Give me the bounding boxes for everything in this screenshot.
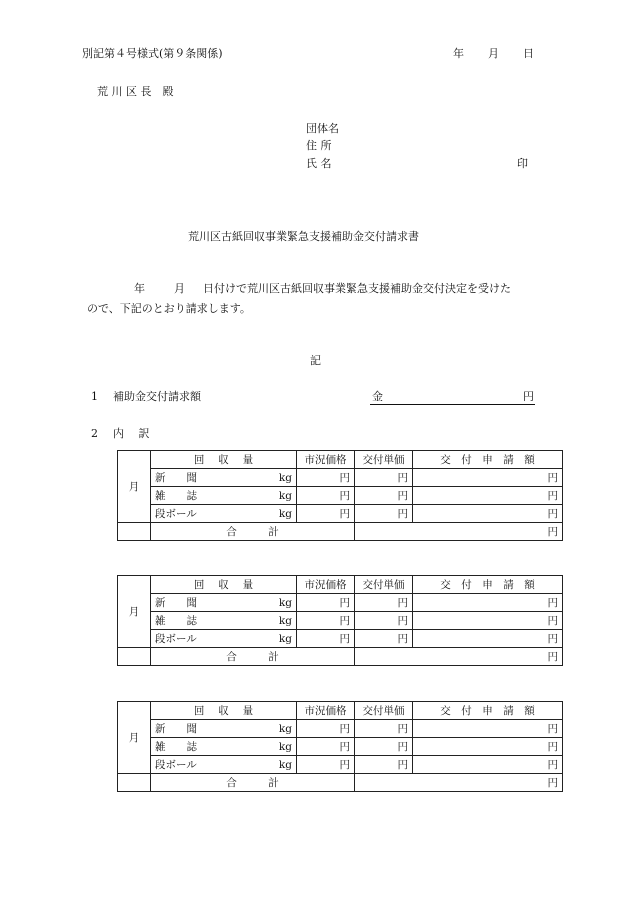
header-application-amount: 交 付 申 請 額 (413, 576, 563, 594)
item-label: 段ボール (155, 507, 197, 520)
header-collection-amount: 回 収 量 (151, 702, 297, 720)
address-label: 住 所 (306, 139, 332, 152)
seal-label: 印 (517, 157, 528, 170)
item2-label: 内 訳 (113, 427, 150, 440)
total-label: 合 計 (151, 523, 355, 541)
item-label: 雑 誌 (155, 489, 197, 502)
unit-kg: kg (278, 740, 292, 753)
amount-cell: 円 (413, 487, 563, 505)
name-label: 氏 名 (306, 157, 332, 170)
table-row (118, 505, 563, 523)
date-day-label: 日 (523, 47, 534, 60)
document-title: 荒川区古紙回収事業緊急支援補助金交付請求書 (188, 230, 419, 243)
header-application-amount: 交 付 申 請 額 (413, 702, 563, 720)
row-item (151, 756, 297, 774)
price-cell: 円 (297, 612, 355, 630)
unit-kg: kg (278, 471, 292, 484)
unit-price-cell: 円 (355, 720, 413, 738)
unit-price-cell: 円 (355, 612, 413, 630)
price-cell: 円 (297, 505, 355, 523)
body-year: 年 (134, 282, 145, 295)
breakdown-table-3 (117, 701, 563, 792)
row-item (151, 487, 297, 505)
table-total-row (118, 774, 563, 792)
table-row (118, 469, 563, 487)
table-row (118, 487, 563, 505)
item-label: 段ボール (155, 758, 197, 771)
header-unit-price: 交付単価 (355, 576, 413, 594)
header-collection-amount: 回 収 量 (151, 576, 297, 594)
unit-price-cell: 円 (355, 630, 413, 648)
item-label: 新 聞 (155, 596, 197, 609)
month-cell: 月 (118, 576, 151, 648)
row-item (151, 630, 297, 648)
amount-cell: 円 (413, 738, 563, 756)
row-item (151, 505, 297, 523)
body-line-1: 日付けで荒川区古紙回収事業緊急支援補助金交付決定を受けた (203, 282, 511, 295)
body-line-2: ので、下記のとおり請求します。 (87, 302, 251, 315)
item2-number: 2 (91, 427, 98, 440)
unit-kg: kg (278, 722, 292, 735)
unit-price-cell: 円 (355, 487, 413, 505)
table-total-row (118, 648, 563, 666)
amount-cell: 円 (413, 505, 563, 523)
item-label: 段ボール (155, 632, 197, 645)
group-name-label: 団体名 (306, 122, 339, 135)
price-cell: 円 (297, 487, 355, 505)
date-month-label: 月 (488, 47, 499, 60)
amount-cell: 円 (413, 594, 563, 612)
month-cell: 月 (118, 451, 151, 523)
table-row (118, 756, 563, 774)
date-year-label: 年 (453, 47, 464, 60)
item-label: 新 聞 (155, 471, 197, 484)
amount-cell: 円 (413, 720, 563, 738)
unit-price-cell: 円 (355, 756, 413, 774)
amount-cell: 円 (413, 469, 563, 487)
unit-price-cell: 円 (355, 469, 413, 487)
row-item (151, 469, 297, 487)
breakdown-table-1 (117, 450, 563, 541)
header-market-price: 市況価格 (297, 576, 355, 594)
header-unit-price: 交付単価 (355, 702, 413, 720)
header-market-price: 市況価格 (297, 702, 355, 720)
addressee: 荒 川 区 長 殿 (97, 85, 174, 98)
table-row (118, 594, 563, 612)
item-label: 新 聞 (155, 722, 197, 735)
unit-kg: kg (278, 507, 292, 520)
breakdown-table-2 (117, 575, 563, 666)
unit-price-cell: 円 (355, 505, 413, 523)
item1-yen: 円 (523, 390, 534, 403)
table-total-row (118, 523, 563, 541)
total-amount: 円 (355, 774, 563, 792)
blank-cell (118, 648, 151, 666)
unit-kg: kg (278, 596, 292, 609)
table-header-row (118, 702, 563, 720)
unit-kg: kg (278, 632, 292, 645)
header-market-price: 市況価格 (297, 451, 355, 469)
table-header-row (118, 451, 563, 469)
item1-kin: 金 (372, 390, 383, 403)
header-collection-amount: 回 収 量 (151, 451, 297, 469)
table-row (118, 738, 563, 756)
unit-kg: kg (278, 489, 292, 502)
unit-kg: kg (278, 614, 292, 627)
price-cell: 円 (297, 756, 355, 774)
amount-underline (370, 404, 535, 405)
blank-cell (118, 774, 151, 792)
amount-cell: 円 (413, 630, 563, 648)
price-cell: 円 (297, 720, 355, 738)
row-item (151, 720, 297, 738)
month-cell: 月 (118, 702, 151, 774)
table-row (118, 630, 563, 648)
unit-kg: kg (278, 758, 292, 771)
table-row (118, 612, 563, 630)
amount-cell: 円 (413, 612, 563, 630)
item-label: 雑 誌 (155, 740, 197, 753)
ki-heading: 記 (310, 354, 321, 367)
amount-cell: 円 (413, 756, 563, 774)
price-cell: 円 (297, 630, 355, 648)
table-header-row (118, 576, 563, 594)
body-month: 月 (174, 282, 185, 295)
blank-cell (118, 523, 151, 541)
total-amount: 円 (355, 523, 563, 541)
total-label: 合 計 (151, 648, 355, 666)
row-item (151, 594, 297, 612)
total-label: 合 計 (151, 774, 355, 792)
header-application-amount: 交 付 申 請 額 (413, 451, 563, 469)
unit-price-cell: 円 (355, 594, 413, 612)
unit-price-cell: 円 (355, 738, 413, 756)
table-row (118, 720, 563, 738)
header-unit-price: 交付単価 (355, 451, 413, 469)
row-item (151, 612, 297, 630)
row-item (151, 738, 297, 756)
price-cell: 円 (297, 738, 355, 756)
form-number: 別記第４号様式(第９条関係) (82, 47, 223, 60)
price-cell: 円 (297, 594, 355, 612)
price-cell: 円 (297, 469, 355, 487)
item1-number: 1 (91, 390, 98, 403)
item1-label: 補助金交付請求額 (113, 390, 201, 403)
item-label: 雑 誌 (155, 614, 197, 627)
total-amount: 円 (355, 648, 563, 666)
